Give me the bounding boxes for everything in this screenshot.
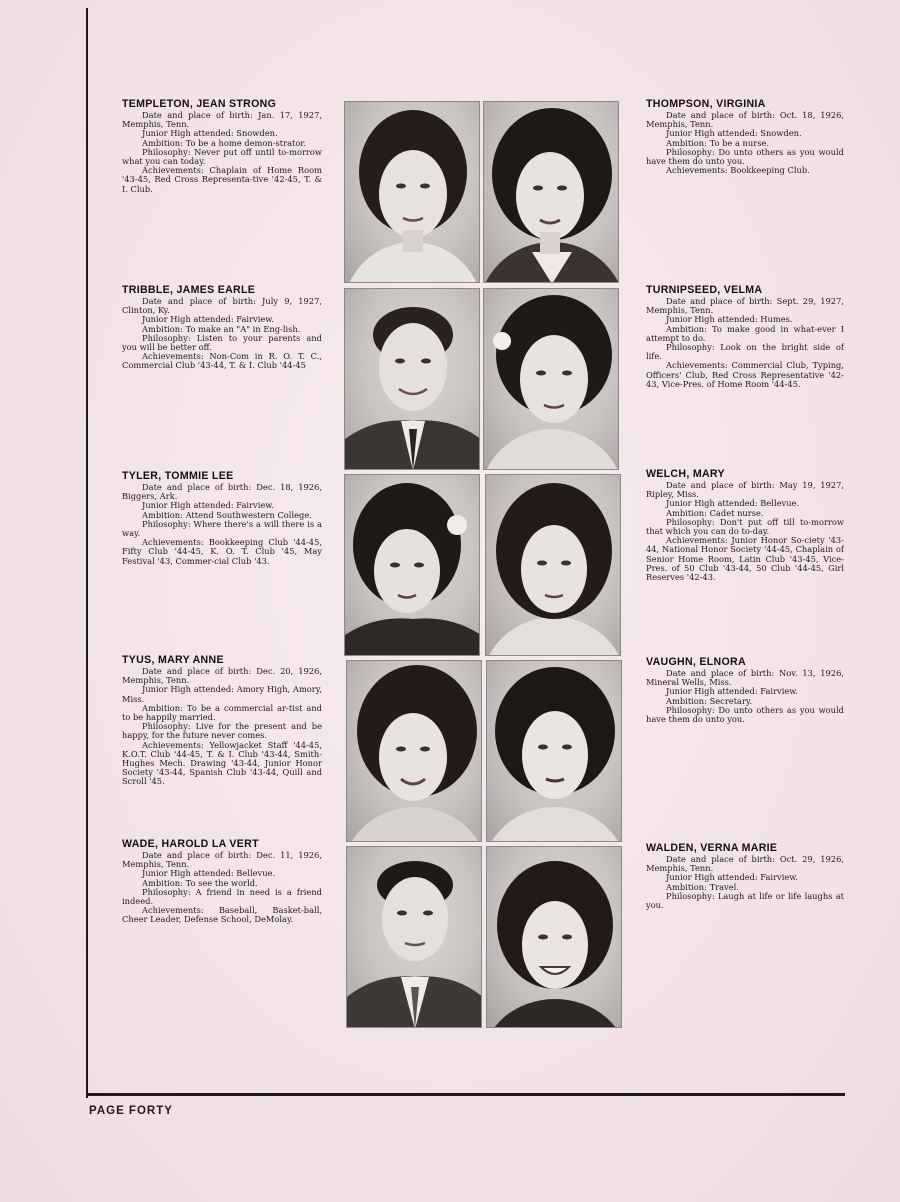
student-name: THOMPSON, VIRGINIA — [646, 98, 766, 110]
philosophy-info: Philosophy: Listen to your parents and you will be better off. — [122, 332, 322, 353]
philosophy-info: Philosophy: Don't put off till to-morrow that which you can do to-day. — [646, 516, 844, 537]
junior-high-info: Junior High attended: Fairview. — [142, 314, 275, 325]
senior-entry-tyler — [122, 470, 322, 566]
junior-high-info: Junior High attended: Snowden. — [666, 128, 802, 139]
student-name: WADE, HAROLD LA VERT — [122, 838, 259, 850]
student-name: TRIBBLE, JAMES EARLE — [122, 284, 256, 296]
birth-info: Date and place of birth: Oct. 18, 1926, Memphis, Tenn. — [646, 110, 844, 130]
ambition-info: Ambition: Cadet nurse. — [666, 507, 764, 518]
birth-info: Date and place of birth: May 19, 1927, Ripley, Miss. — [646, 480, 844, 500]
student-name: VAUGHN, ELNORA — [646, 656, 746, 668]
page-number: PAGE FORTY — [89, 1105, 173, 1117]
student-name: TURNIPSEED, VELMA — [646, 284, 763, 296]
student-name: WALDEN, VERNA MARIE — [646, 842, 778, 854]
ambition-info: Ambition: To be a home demon-strator. — [142, 137, 307, 148]
achievements-info: Achievements: Yellowjacket Staff '44-45, K.O.T. Club '44-45, T. & I. Club '43-44, Smith-Hughes Mech. Drawing '43-44, Junior Honor Society '43-44, Spanish Club '43-44, Quill and Scroll '45. — [122, 739, 322, 787]
junior-high-info: Junior High attended: Bellevue. — [666, 498, 800, 509]
achievements-info: Achievements: Baseball, Basket-ball, Cheer Leader, Defense School, DeMolay. — [122, 905, 322, 925]
portrait-photo-vaughn — [486, 660, 622, 842]
birth-info: Date and place of birth: Nov. 13, 1926, Mineral Wells, Miss. — [646, 668, 844, 688]
philosophy-info: Philosophy: Do unto others as you would have them do unto you. — [646, 704, 844, 725]
ambition-info: Ambition: To be a commercial ar-tist and to be happily married. — [122, 702, 322, 723]
achievements-info: Achievements: Chaplain of Home Room '43-45, Red Cross Representa-tive '42-45, T. & I. Club. — [122, 165, 322, 194]
portrait-photo-wade — [346, 846, 482, 1028]
senior-entry-templeton — [122, 98, 322, 194]
senior-entry-tyus — [122, 654, 322, 787]
junior-high-info: Junior High attended: Amory High, Amory, Miss. — [122, 684, 322, 704]
senior-entry-vaughn — [646, 656, 844, 724]
senior-entry-wade — [122, 838, 322, 925]
student-name: TYUS, MARY ANNE — [122, 654, 224, 666]
philosophy-info: Philosophy: Where there's a will there is a way. — [122, 518, 322, 539]
junior-high-info: Junior High attended: Fairview. — [666, 686, 799, 697]
portrait-photo-thompson — [483, 101, 619, 283]
portrait-photo-tyler — [344, 474, 480, 656]
ambition-info: Ambition: To be a nurse. — [666, 137, 770, 148]
ambition-info: Ambition: To see the world. — [142, 877, 258, 888]
ambition-info: Ambition: To make good in what-ever I attempt to do. — [646, 323, 844, 343]
portrait-photo-tyus — [346, 660, 482, 842]
birth-info: Date and place of birth: Dec. 18, 1926, Biggers, Ark. — [122, 482, 322, 502]
student-name: TYLER, TOMMIE LEE — [122, 470, 234, 482]
portrait-photo-tribble — [344, 288, 480, 470]
junior-high-info: Junior High attended: Humes. — [666, 314, 793, 325]
philosophy-info: Philosophy: Never put off until to-morrow what you can today. — [122, 146, 322, 167]
ambition-info: Ambition: Secretary. — [666, 695, 753, 706]
student-name: WELCH, MARY — [646, 468, 725, 480]
junior-high-info: Junior High attended: Snowden. — [142, 128, 278, 139]
achievements-info: Achievements: Non-Com in R. O. T. C., Commercial Club '43-44, T. & I. Club '44-45 — [122, 351, 322, 371]
senior-entry-welch — [646, 468, 844, 582]
portrait-photo-turnipseed — [483, 288, 619, 470]
portrait-photo-welch — [485, 474, 621, 656]
ambition-info: Ambition: To make an "A" in Eng-lish. — [142, 323, 301, 334]
philosophy-info: Philosophy: Laugh at life or life laughs at you. — [646, 890, 844, 911]
philosophy-info: Philosophy: A friend in need is a friend indeed. — [122, 886, 322, 907]
vertical-rule — [86, 8, 88, 1098]
birth-info: Date and place of birth: Oct. 29, 1926, Memphis, Tenn. — [646, 854, 844, 874]
birth-info: Date and place of birth: Jan. 17, 1927, Memphis, Tenn. — [122, 110, 322, 130]
portrait-photo-templeton — [344, 101, 480, 283]
senior-entry-turnipseed — [646, 284, 844, 389]
birth-info: Date and place of birth: Sept. 29, 1927, Memphis, Tenn. — [646, 296, 844, 316]
birth-info: Date and place of birth: Dec. 11, 1926, Memphis, Tenn. — [122, 850, 322, 870]
portrait-photo-walden — [486, 846, 622, 1028]
achievements-info: Achievements: Bookkeeping Club '44-45, Fifty Club '44-45, K. O. T. Club '45, May Festival '43, Commer-cial Club '43. — [122, 537, 322, 566]
philosophy-info: Philosophy: Live for the present and be happy, for the future never comes. — [122, 721, 322, 741]
junior-high-info: Junior High attended: Bellevue. — [142, 868, 276, 879]
junior-high-info: Junior High attended: Fairview. — [142, 500, 275, 511]
philosophy-info: Philosophy: Do unto others as you would have them do unto you. — [646, 146, 844, 167]
footer-rule — [88, 1093, 845, 1096]
junior-high-info: Junior High attended: Fairview. — [666, 872, 799, 883]
achievements-info: Achievements: Junior Honor So-ciety '43-44, National Honor Society '44-45, Chaplain of Senior Home Room, Latin Club '43-45, Vice-Pres. of 50 Club '43-44, 50 Club '44-45, Girl Reserves '42-43. — [646, 535, 844, 583]
achievements-info: Achievements: Bookkeeping Club. — [666, 165, 810, 176]
birth-info: Date and place of birth: Dec. 20, 1926, Memphis, Tenn. — [122, 666, 322, 686]
ambition-info: Ambition: Attend Southwestern College. — [142, 509, 312, 520]
birth-info: Date and place of birth: July 9, 1927, Clinton, Ky. — [122, 296, 322, 316]
senior-entry-thompson — [646, 98, 844, 175]
ambition-info: Ambition: Travel. — [666, 881, 739, 892]
student-name: TEMPLETON, JEAN STRONG — [122, 98, 277, 110]
senior-entry-walden — [646, 842, 844, 910]
senior-entry-tribble — [122, 284, 322, 371]
philosophy-info: Philosophy: Look on the bright side of life. — [646, 342, 844, 362]
achievements-info: Achievements: Commercial Club, Typing, Officers' Club, Red Cross Representative '42-43, Vice-Pres. of Home Room '44-45. — [646, 360, 844, 389]
